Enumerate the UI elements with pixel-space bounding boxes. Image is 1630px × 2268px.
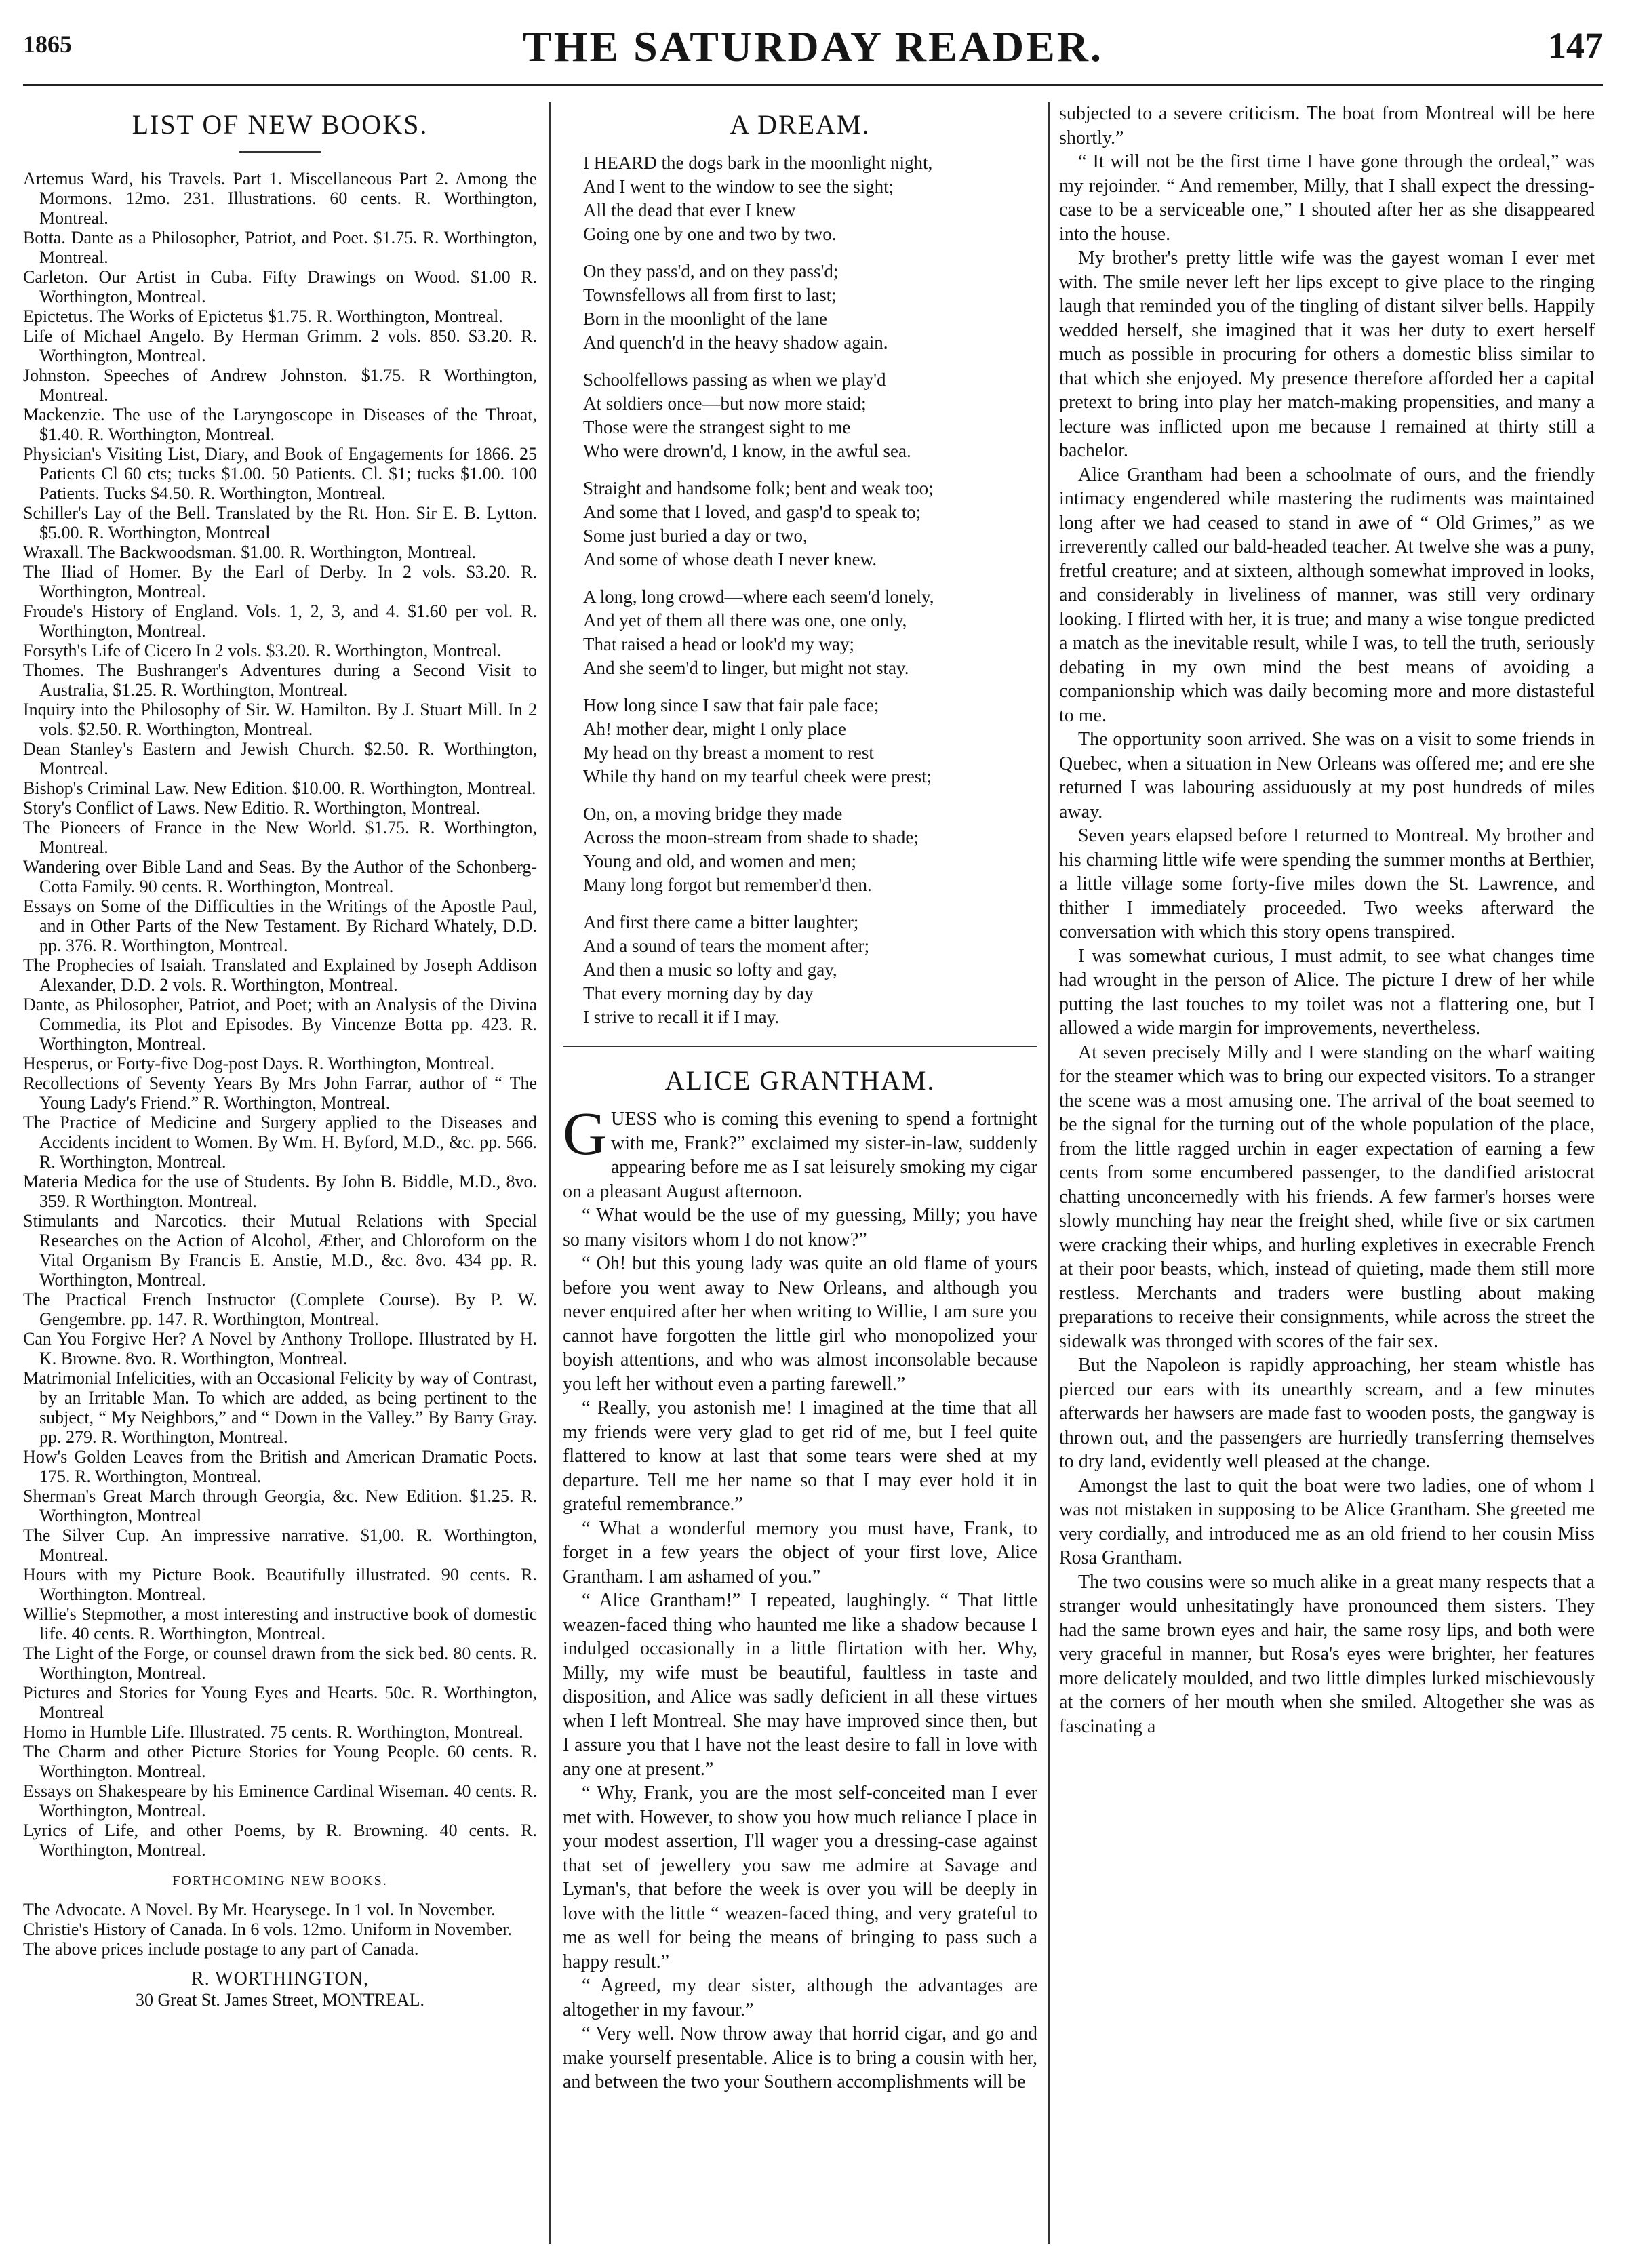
book-entry: Essays on Some of the Difficulties in the Writings of the Apostle Paul, and in Other Parts of the New Testament. By Richard Whately, D.D. pp. 376. R. Worthington, Montreal. — [23, 896, 537, 955]
book-entry: Matrimonial Infelicities, with an Occasional Felicity by way of Contrast, by an Irritable Man. To which are added, as being pertinent to the subject, “ My Neighbors,” and “ Down in the Valley.” By Barry Gray. pp. 279. R. Worthington, Montreal. — [23, 1368, 537, 1447]
poem-line: How long since I saw that fair pale face; — [583, 695, 879, 715]
book-entry: How's Golden Leaves from the British and American Dramatic Poets. 175. R. Worthington, Montreal. — [23, 1447, 537, 1486]
story-paragraph: But the Napoleon is rapidly approaching, her steam whistle has pierced our ears with its unearthly scream, and a few minutes afterwards her hawsers are made fast to wooden posts, the gangway is thrown out, and the passengers are hurriedly transferring themselves to dry land, evidently well pleased at the change. — [1059, 1355, 1595, 1472]
poem-stanza — [583, 368, 1037, 463]
poem-stanza — [583, 802, 1037, 897]
story-paragraph: The opportunity soon arrived. She was on a visit to some friends in Quebec, when a situation in New Orleans was offered me; and ere she returned I was labouring assiduously at my post hundreds of miles away. — [1059, 729, 1595, 822]
column-books — [23, 102, 537, 2244]
book-entry: The Practice of Medicine and Surgery applied to the Diseases and Accidents incident to Women. By Wm. H. Byford, M.D., &c. pp. 566. R. Worthington, Montreal. — [23, 1113, 537, 1172]
column-story-continued — [1059, 102, 1595, 2244]
story-paragraph: “ Oh! but this young lady was quite an old flame of yours before you went away to New Orleans, and although you never enquired after her when writing to Willie, I am sure you cannot have forgotten the little girl who monopolized your boyish attentions, and who was almost inconsolable because you left her without even a parting farewell.” — [563, 1253, 1037, 1395]
book-entry: Life of Michael Angelo. By Herman Grimm. 2 vols. 850. $3.20. R. Worthington, Montreal. — [23, 326, 537, 365]
poem-line: Those were the strangest sight to me — [583, 417, 851, 437]
book-entry: Thomes. The Bushranger's Adventures during a Second Visit to Australia, $1.25. R. Worthington, Montreal. — [23, 660, 537, 700]
book-entry: Mackenzie. The use of the Laryngoscope in Diseases of the Throat, $1.40. R. Worthington, Montreal. — [23, 405, 537, 444]
poem-line: Young and old, and women and men; — [583, 851, 856, 871]
book-entry: Forsyth's Life of Cicero In 2 vols. $3.20. R. Worthington, Montreal. — [23, 641, 502, 660]
poem-line: Going one by one and two by two. — [583, 224, 837, 244]
book-entry: Inquiry into the Philosophy of Sir. W. Hamilton. By J. Stuart Mill. In 2 vols. $2.50. R. Worthington, Montreal. — [23, 700, 537, 739]
drop-cap: G — [563, 1100, 607, 1168]
poem-line: I strive to recall it if I may. — [583, 1007, 780, 1027]
heading-rule — [239, 151, 321, 153]
poem-line: My head on thy breast a moment to rest — [583, 742, 874, 763]
book-entry: Hesperus, or Forty-five Dog-post Days. R. Worthington, Montreal. — [23, 1054, 495, 1073]
book-entry: The Charm and other Picture Stories for Young People. 60 cents. R. Worthington. Montreal. — [23, 1742, 537, 1781]
poem-line: All the dead that ever I knew — [583, 200, 796, 220]
poem-line: I HEARD the dogs bark in the moonlight night, — [583, 153, 933, 173]
poem-line: Many long forgot but remember'd then. — [583, 875, 872, 895]
masthead-year: 1865 — [23, 31, 72, 58]
poem-line: Townsfellows all from first to last; — [583, 285, 837, 305]
story-paragraph: I was somewhat curious, I must admit, to see what changes time had wrought in the person of Alice. The picture I drew of her while putting the last touches to my toilet was not a flattering one, but I allowed a wide margin for improvements, nevertheless. — [1059, 945, 1595, 1039]
forthcoming-heading: FORTHCOMING NEW BOOKS. — [172, 1873, 388, 1888]
book-entry: Willie's Stepmother, a most interesting and instructive book of domestic life. 40 cents. R. Worthington, Montreal. — [23, 1604, 537, 1644]
forthcoming-entry: The Advocate. A Novel. By Mr. Hearysege. In 1 vol. In November. — [23, 1900, 496, 1919]
book-entry: Johnston. Speeches of Andrew Johnston. $1.75. R Worthington, Montreal. — [23, 365, 537, 405]
poem-line: Born in the moonlight of the lane — [583, 309, 827, 329]
poem-line: Ah! mother dear, might I only place — [583, 719, 847, 739]
book-entry: Stimulants and Narcotics. their Mutual Relations with Special Researches on the Action of Alcohol, Æther, and Chloroform on the Vital Organism By Francis E. Anstie, M.D., &c. 8vo. 434 pp. R. Worthington, Montreal. — [23, 1211, 537, 1290]
book-entry: The Practical French Instructor (Complete Course). By P. W. Gengembre. pp. 147. R. Worthington, Montreal. — [23, 1290, 537, 1329]
book-entry: Story's Conflict of Laws. New Editio. R. Worthington, Montreal. — [23, 798, 481, 818]
column-rule-2 — [1048, 102, 1050, 2244]
book-entry: Bishop's Criminal Law. New Edition. $10.00. R. Worthington, Montreal. — [23, 778, 536, 798]
poem-stanza — [583, 911, 1037, 1029]
story-body-part-2 — [1059, 102, 1595, 1738]
book-entry: Homo in Humble Life. Illustrated. 75 cents. R. Worthington, Montreal. — [23, 1722, 523, 1742]
story-paragraph: The two cousins were so much alike in a great many respects that a stranger would unhesitatingly have pronounced them sisters. They had the same brown eyes and hair, the same rosy lips, and both were very graceful in manner, but Rosa's eyes were brighter, her features more delicately moulded, and two little dimples lurked mischievously at the corners of her mouth when she smiled. Altogether she was as fascinating a — [1059, 1571, 1595, 1737]
poem-line: On, on, a moving bridge they made — [583, 803, 843, 824]
story-heading: ALICE GRANTHAM. — [664, 1065, 936, 1096]
poem-body — [583, 151, 1037, 1029]
poem-line: That raised a head or look'd my way; — [583, 634, 854, 654]
book-entry: Physician's Visiting List, Diary, and Book of Engagements for 1866. 25 Patients Cl 60 cts; tucks $1.00. 50 Patients. Cl. $1; tucks $1.00. 100 Patients. Tucks $4.50. R. Worthington, Montreal. — [23, 444, 537, 503]
book-entry: Schiller's Lay of the Bell. Translated by the Rt. Hon. Sir E. B. Lytton. $5.00. R. Worthington, Montreal — [23, 503, 537, 542]
page-number: 147 — [1548, 25, 1603, 66]
newspaper-title: THE SATURDAY READER. — [523, 22, 1103, 71]
book-entry: Artemus Ward, his Travels. Part 1. Miscellaneous Part 2. Among the Mormons. 12mo. 231. Illustrations. 60 cents. R. Worthington, Montreal. — [23, 169, 537, 228]
book-entry: Epictetus. The Works of Epictetus $1.75. R. Worthington, Montreal. — [23, 306, 503, 326]
column-poem-story — [563, 102, 1037, 2244]
poem-line: Across the moon-stream from shade to shade; — [583, 827, 919, 848]
book-entry: Sherman's Great March through Georgia, &c. New Edition. $1.25. R. Worthington, Montreal — [23, 1486, 537, 1526]
book-entry: Hours with my Picture Book. Beautifully illustrated. 90 cents. R. Worthington. Montreal. — [23, 1565, 537, 1604]
story-paragraph: “ Why, Frank, you are the most self-conceited man I ever met with. However, to show you how much reliance I place in your modest assertion, I'll wager you a dressing-case against that set of jewellery you saw me admire at Savage and Lyman's, that before the week is over you will be deeply in love with the little “ weazen-faced thing, and very grateful to me as well for being the means of bringing to pass such a happy result.” — [563, 1783, 1037, 1972]
story-paragraph: Amongst the last to quit the boat were two ladies, one of whom I was not mistaken in supposing to be Alice Grantham. She greeted me very cordially, and introduced me as an old friend to her cousin Miss Rosa Grantham. — [1059, 1475, 1595, 1568]
book-entry: The Silver Cup. An impressive narrative. $1,00. R. Worthington, Montreal. — [23, 1526, 537, 1565]
book-entry: Dante, as Philosopher, Patriot, and Poet; with an Analysis of the Divina Commedia, its Plot and Episodes. By Vincenze Botta pp. 423. R. Worthington, Montreal. — [23, 995, 537, 1054]
story-paragraph: Seven years elapsed before I returned to Montreal. My brother and his charming little wife were spending the summer months at Berthier, a little village some forty-five miles down the St. Lawrence, and thither I immediately proceeded. Two weeks afterward the conversation with which this story opens transpired. — [1059, 825, 1595, 942]
publisher-signature: R. WORTHINGTON, — [191, 1968, 369, 1989]
poem-line: While thy hand on my tearful cheek were prest; — [583, 766, 932, 787]
poem-line: And then a music so lofty and gay, — [583, 959, 837, 980]
poem-line: And some that I loved, and gasp'd to speak to; — [583, 502, 921, 522]
book-entry: Botta. Dante as a Philosopher, Patriot, and Poet. $1.75. R. Worthington, Montreal. — [23, 228, 537, 267]
story-continuation-lead: subjected to a severe criticism. The boat from Montreal will be here shortly.” — [1059, 103, 1595, 148]
story-paragraph: “ It will not be the first time I have gone through the ordeal,” was my rejoinder. “ And remember, Milly, that I shall expect the dressing-case to be a serviceable one,” I shouted after her as she disappeared into the house. — [1059, 151, 1595, 245]
poem-line: And yet of them all there was one, one only, — [583, 610, 907, 631]
book-entry: Wraxall. The Backwoodsman. $1.00. R. Worthington, Montreal. — [23, 542, 477, 562]
poem-line: A long, long crowd—where each seem'd lonely, — [583, 586, 934, 607]
poem-stanza — [583, 151, 1037, 246]
story-paragraph: My brother's pretty little wife was the gayest woman I ever met with. The smile never left her lips except to give place to the ringing laugh that reminded you of the tingling of distant silver bells. Happily wedded herself, she imagined that it was her duty to exert herself much as possible in procuring for others a domestic bliss similar to that which she enjoyed. My presence therefore afforded her a capital pretext to bring into play her match-making propensities, and many a lecture was inflicted upon me because I remained at thirty still a bachelor. — [1059, 247, 1595, 461]
book-entry: Lyrics of Life, and other Poems, by R. Browning. 40 cents. R. Worthington, Montreal. — [23, 1821, 537, 1860]
story-body-part-1 — [563, 1100, 1037, 2094]
poem-line: And I went to the window to see the sight; — [583, 176, 894, 197]
book-entry: The Prophecies of Isaiah. Translated and Explained by Joseph Addison Alexander, D.D. 2 vols. R. Worthington, Montreal. — [23, 955, 537, 995]
poem-line: And she seem'd to linger, but might not stay. — [583, 658, 909, 678]
column-rule-1 — [549, 102, 551, 2244]
book-entry: Froude's History of England. Vols. 1, 2, 3, and 4. $1.60 per vol. R. Worthington, Montreal. — [23, 601, 537, 641]
book-entry: The Iliad of Homer. By the Earl of Derby. In 2 vols. $3.20. R. Worthington, Montreal. — [23, 562, 537, 601]
poem-line: And a sound of tears the moment after; — [583, 936, 870, 956]
story-paragraph: At seven precisely Milly and I were standing on the wharf waiting for the steamer which was to bring our expected visitors. To a stranger the scene was a most amusing one. The arrival of the boat seemed to be the signal for the turning out of the whole population of the place, from the little ragged urchin in eager expectation of earning a few cents from some encumbered passenger, to the dandified aristocrat chatting unconcernedly with his friends. A few farmer's horses were slowly munching hay near the freight shed, while five or six cartmen were cracking their whips, and hurling expletives in execrable French at their poor beasts, which, instead of quieting, made them still more restless. Merchants and traders were bustling about making preparations to receive their consignments, while across the street the sidewalk was thronged with scores of the fair sex. — [1059, 1041, 1595, 1352]
poem-line: Some just buried a day or two, — [583, 525, 808, 546]
postage-note: The above prices include postage to any part of Canada. — [23, 1939, 419, 1959]
books-heading: LIST OF NEW BOOKS. — [132, 109, 429, 140]
book-entry: Wandering over Bible Land and Seas. By the Author of the Schonberg-Cotta Family. 90 cents. R. Worthington, Montreal. — [23, 857, 537, 896]
poem-heading: A DREAM. — [730, 109, 871, 140]
poem-stanza — [583, 694, 1037, 789]
masthead — [23, 16, 1603, 86]
book-entry: Pictures and Stories for Young Eyes and Hearts. 50c. R. Worthington, Montreal — [23, 1683, 537, 1722]
poem-line: And some of whose death I never knew. — [583, 549, 877, 570]
publisher-address: 30 Great St. James Street, MONTREAL. — [135, 1990, 425, 2010]
story-paragraph: “ Agreed, my dear sister, although the advantages are altogether in my favour.” — [563, 1975, 1037, 2021]
forthcoming-list — [23, 1900, 537, 1939]
story-opening — [563, 1100, 1037, 1203]
book-list — [23, 169, 537, 1860]
book-entry: Essays on Shakespeare by his Eminence Cardinal Wiseman. 40 cents. R. Worthington, Montreal. — [23, 1781, 537, 1821]
book-entry: Can You Forgive Her? A Novel by Anthony Trollope. Illustrated by H. K. Browne. 8vo. R. Worthington, Montreal. — [23, 1329, 537, 1368]
poem-stanza — [583, 260, 1037, 355]
poem-line: Schoolfellows passing as when we play'd — [583, 370, 886, 390]
story-paragraph: “ What would be the use of my guessing, Milly; you have so many visitors whom I do not know?” — [563, 1205, 1037, 1250]
story-opening-text: UESS who is coming this evening to spend a fortnight with me, Frank?” exclaimed my sister-in-law, suddenly appearing before me as I sat leisurely smoking my cigar on a pleasant August afternoon. — [563, 1109, 1037, 1202]
story-paragraph: “ Really, you astonish me! I imagined at the time that all my friends were very glad to get rid of me, but I feel quite flattered to know at last that some tears were shed at my departure. Tell me her name so that I may ever hold it in grateful remembrance.” — [563, 1397, 1037, 1515]
poem-line: And first there came a bitter laughter; — [583, 912, 859, 932]
story-paragraph: “ Alice Grantham!” I repeated, laughingly. “ That little weazen-faced thing who haunted me like a shadow because I indulged occasionally in a little flirtation with her. Why, Milly, my wife must be beautiful, faultless in taste and disposition, and Alice was sadly deficient in all these virtues when I left Montreal. She may have improved since then, but I assure you that I have not the least desire to fall in love with any one at present.” — [563, 1590, 1037, 1780]
book-entry: Recollections of Seventy Years By Mrs John Farrar, author of “ The Young Lady's Friend.” R. Worthington, Montreal. — [23, 1073, 537, 1113]
poem-line: And quench'd in the heavy shadow again. — [583, 332, 888, 353]
poem-line: That every morning day by day — [583, 983, 814, 1003]
poem-stanza — [583, 585, 1037, 680]
poem-line: On they pass'd, and on they pass'd; — [583, 261, 839, 281]
story-paragraph: “ Very well. Now throw away that horrid cigar, and go and make yourself presentable. Alice is to bring a cousin with her, and between the two your Southern accomplishments will be — [563, 2023, 1037, 2092]
story-paragraph: Alice Grantham had been a schoolmate of ours, and the friendly intimacy engendered while mastering the rudiments was maintained long after we had ceased to stand in awe of “ Old Grimes,” as we irreverently called our bald-headed teacher. At twelve she was a puny, fretful creature; and at sixteen, although somewhat improved in looks, and considerably in liveliness of manner, was still very ordinary looking. I flirted with her, it is true; and many a wise tongue predicted a match as the inevitable result, while I was, to tell the truth, seriously debating in my own mind the best means of avoiding a companionship which was daily becoming more and more distasteful to me. — [1059, 464, 1595, 726]
poem-line: At soldiers once—but now more staid; — [583, 393, 867, 414]
book-entry: Materia Medica for the use of Students. By John B. Biddle, M.D., 8vo. 359. R Worthington. Montreal. — [23, 1172, 537, 1211]
book-entry: The Light of the Forge, or counsel drawn from the sick bed. 80 cents. R. Worthington, Montreal. — [23, 1644, 537, 1683]
story-paragraph: “ What a wonderful memory you must have, Frank, to forget in a few years the object of your first love, Alice Grantham. I am ashamed of you.” — [563, 1517, 1037, 1587]
book-entry: Carleton. Our Artist in Cuba. Fifty Drawings on Wood. $1.00 R. Worthington, Montreal. — [23, 267, 537, 306]
book-entry: Dean Stanley's Eastern and Jewish Church. $2.50. R. Worthington, Montreal. — [23, 739, 537, 778]
poem-line: Who were drown'd, I know, in the awful sea. — [583, 441, 911, 461]
book-entry: The Pioneers of France in the New World. $1.75. R. Worthington, Montreal. — [23, 818, 537, 857]
poem-stanza — [583, 477, 1037, 572]
poem-line: Straight and handsome folk; bent and weak too; — [583, 478, 934, 498]
forthcoming-entry: Christie's History of Canada. In 6 vols. 12mo. Uniform in November. — [23, 1919, 513, 1939]
section-rule — [563, 1046, 1037, 1047]
